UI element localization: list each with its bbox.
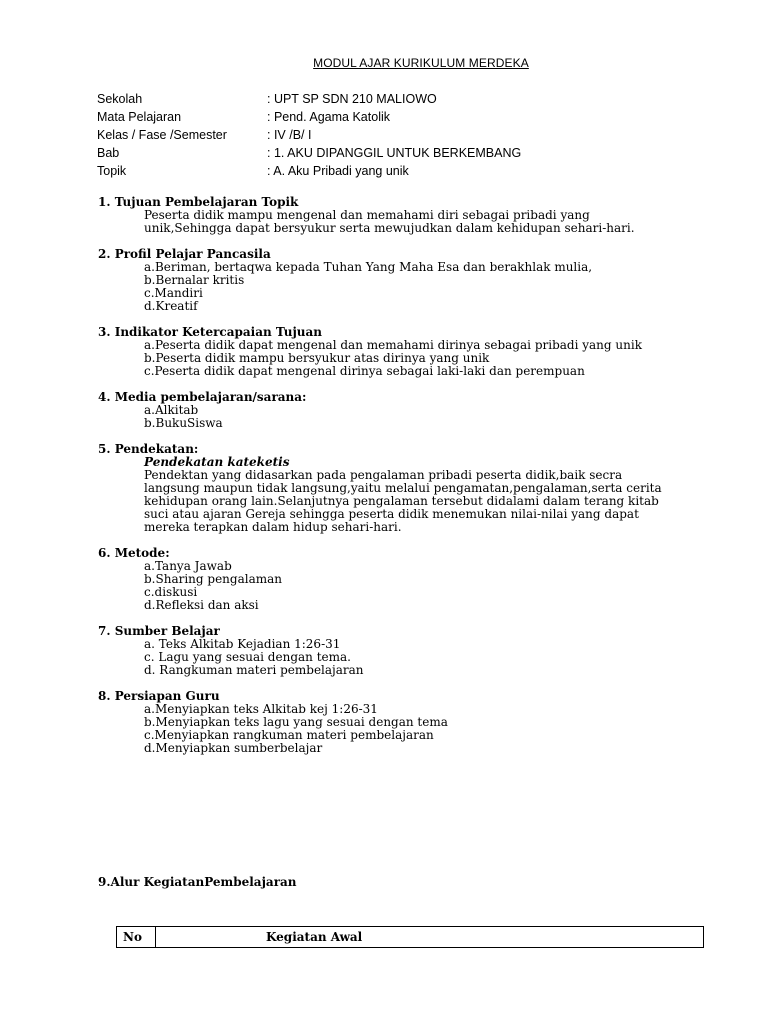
info-label: Sekolah	[97, 92, 143, 106]
info-value: : A. Aku Pribadi yang unik	[267, 164, 409, 178]
paragraph-line: Pendektan yang didasarkan pada pengalaman pribadi peserta didik,baik secra	[144, 468, 623, 482]
section-sumber-belajar	[98, 625, 758, 677]
list-item: c. Lagu yang sesuai dengan tema.	[144, 650, 351, 664]
list-item: a.Menyiapkan teks Alkitab kej 1:26-31	[144, 702, 378, 716]
section-line: Peserta didik mampu mengenal dan memahami diri sebagai pribadi yang	[144, 208, 590, 222]
kegiatan-table	[116, 926, 704, 948]
section-body	[98, 560, 758, 612]
section-body	[98, 209, 758, 235]
list-item: d. Rangkuman materi pembelajaran	[144, 663, 364, 677]
list-item: c.Menyiapkan rangkuman materi pembelajaran	[144, 728, 434, 742]
list-item: a.Tanya Jawab	[144, 559, 232, 573]
section-body	[98, 456, 758, 534]
section-heading: 3. Indikator Ketercapaian Tujuan	[98, 325, 323, 339]
section-tujuan	[98, 196, 758, 235]
section-metode	[98, 547, 758, 612]
section-heading: 6. Metode:	[98, 546, 170, 560]
list-item: c.diskusi	[144, 585, 198, 599]
section-heading: 8. Persiapan Guru	[98, 689, 220, 703]
section-body	[98, 404, 758, 430]
paragraph-line: mereka terapkan dalam hidup sehari-hari.	[144, 520, 402, 534]
list-item: a.Peserta didik dapat mengenal dan memahami dirinya sebagai pribadi yang unik	[144, 338, 642, 352]
info-value: : 1. AKU DIPANGGIL UNTUK BERKEMBANG	[267, 146, 522, 160]
section-heading: 2. Profil Pelajar Pancasila	[98, 247, 271, 261]
section-persiapan-guru	[98, 690, 758, 755]
list-item: b.Menyiapkan teks lagu yang sesuai dengan tema	[144, 715, 448, 729]
list-item: a. Teks Alkitab Kejadian 1:26-31	[144, 637, 341, 651]
list-item: b.BukuSiswa	[144, 416, 223, 430]
section-heading-alur: 9.Alur KegiatanPembelajaran	[98, 875, 297, 889]
section-heading: 7. Sumber Belajar	[98, 624, 220, 638]
section-body	[98, 261, 758, 313]
section-media	[98, 391, 758, 430]
list-item: c.Peserta didik dapat mengenal dirinya sebagai laki-laki dan perempuan	[144, 364, 585, 378]
paragraph-line: langsung maupun tidak langsung,yaitu melalui pengamatan,pengalaman,serta cerita	[144, 481, 662, 495]
info-label: Bab	[97, 146, 120, 160]
info-value: : UPT SP SDN 210 MALIOWO	[267, 92, 437, 106]
info-value: : Pend. Agama Katolik	[267, 110, 390, 124]
list-item: b.Sharing pengalaman	[144, 572, 282, 586]
section-body	[98, 339, 758, 378]
list-item: d.Kreatif	[144, 299, 198, 313]
document-title: MODUL AJAR KURIKULUM MERDEKA	[313, 56, 529, 70]
paragraph-line: kehidupan orang lain.Selanjutnya pengalaman tersebut didalami dalam terang kitab	[144, 494, 659, 508]
section-indikator	[98, 326, 758, 378]
info-value: : IV /B/ I	[267, 128, 312, 142]
list-item: b.Peserta didik mampu bersyukur atas dirinya yang unik	[144, 351, 490, 365]
paragraph-line: suci atau ajaran Gereja sehingga peserta didik menemukan nilai-nilai yang dapat	[144, 507, 639, 521]
table-header-kegiatan: Kegiatan Awal	[156, 927, 704, 948]
table-row	[117, 927, 704, 948]
list-item: d.Refleksi dan aksi	[144, 598, 259, 612]
list-item: d.Menyiapkan sumberbelajar	[144, 741, 323, 755]
info-label: Topik	[97, 164, 127, 178]
sections	[98, 196, 758, 768]
section-subheading: Pendekatan kateketis	[144, 455, 290, 469]
list-item: b.Bernalar kritis	[144, 273, 245, 287]
table-header-no: No	[117, 927, 156, 948]
list-item: c.Mandiri	[144, 286, 203, 300]
section-heading: 4. Media pembelajaran/sarana:	[98, 390, 307, 404]
info-label: Mata Pelajaran	[97, 110, 182, 124]
list-item: a.Beriman, bertaqwa kepada Tuhan Yang Maha Esa dan berakhlak mulia,	[144, 260, 593, 274]
section-heading: 1. Tujuan Pembelajaran Topik	[98, 195, 299, 209]
section-body	[98, 703, 758, 755]
list-item: a.Alkitab	[144, 403, 199, 417]
section-heading: 5. Pendekatan:	[98, 442, 199, 456]
section-body	[98, 638, 758, 677]
section-profil	[98, 248, 758, 313]
section-line: unik,Sehingga dapat bersyukur serta mewujudkan dalam kehidupan sehari-hari.	[144, 221, 635, 235]
section-pendekatan	[98, 443, 758, 534]
info-label: Kelas / Fase /Semester	[97, 128, 227, 142]
